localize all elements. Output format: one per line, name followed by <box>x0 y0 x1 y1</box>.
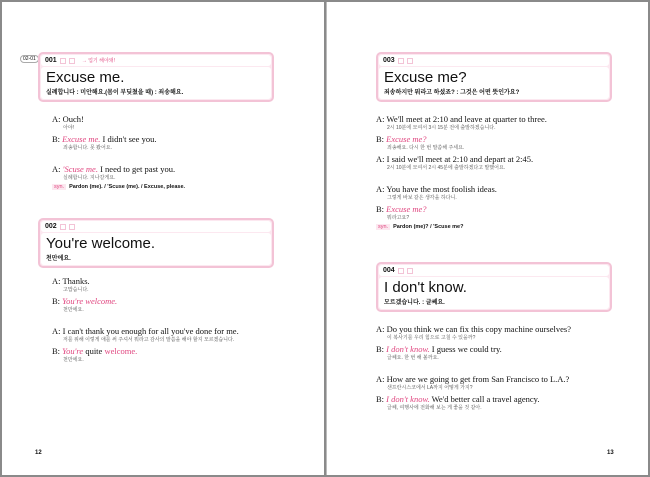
line-text: I need to get past you. <box>97 164 176 174</box>
dialogue <box>376 112 547 230</box>
highlighted-expression: welcome. <box>104 346 138 356</box>
highlighted-expression: I don't know. <box>386 394 430 404</box>
highlighted-expression: You're welcome. <box>62 296 118 306</box>
dialogue-line <box>376 344 571 354</box>
speaker: B: <box>376 134 385 144</box>
spacer <box>52 316 239 324</box>
dialogue-line <box>52 326 239 336</box>
card-header <box>41 55 271 66</box>
dialogue-line <box>376 374 571 384</box>
speaker: B: <box>52 134 61 144</box>
speaker: A: <box>376 114 385 124</box>
card-header <box>379 55 609 66</box>
line-text: quite <box>83 346 105 356</box>
highlighted-expression: 'Scuse me. <box>62 164 98 174</box>
expression-title: I don't know. <box>384 279 467 296</box>
card-body <box>379 67 609 99</box>
checkbox[interactable] <box>69 58 75 64</box>
speaker: A: <box>52 114 61 124</box>
highlighted-expression: I don't know. <box>386 344 430 354</box>
highlighted-expression: Excuse me? <box>386 204 427 214</box>
expression-meaning: 실례합니다 : 미안해요.(몸이 부딪쳤을 때) : 죄송해요. <box>46 90 184 96</box>
korean-translation: 아야! <box>63 125 75 131</box>
korean-translation: 글쎄, 여행사에 전화해 보는 게 좋을 것 같아. <box>387 405 482 411</box>
expression-title: Excuse me. <box>46 69 125 86</box>
checkbox[interactable] <box>407 58 413 64</box>
dialogue-line <box>52 276 239 286</box>
dialogue-line <box>52 134 185 144</box>
card-body <box>41 233 271 265</box>
korean-translation: 글쎄요. 한 번 해 볼까요. <box>387 355 439 361</box>
checkbox[interactable] <box>407 268 413 274</box>
dialogue-line <box>376 324 571 334</box>
card-body <box>379 277 609 309</box>
syn-label: syn. <box>54 184 65 190</box>
korean-translation: 그렇게 바보 같은 생각을 하다니. <box>387 195 457 201</box>
line-text: We'll meet at 2:10 and leave at quarter to three. <box>386 114 547 124</box>
left-page <box>2 2 324 475</box>
korean-translation: 천만에요. <box>63 307 84 313</box>
korean-translation: 천만에요. <box>63 357 84 363</box>
card-header <box>41 221 271 232</box>
spacer <box>52 154 185 162</box>
highlighted-expression: Excuse me? <box>386 134 427 144</box>
dialogue-line <box>376 154 547 164</box>
page-number: 13 <box>607 450 614 456</box>
korean-translation: 이 복사기를 우리 힘으로 고칠 수 있을까? <box>387 335 476 341</box>
expression-meaning: 천만에요. <box>46 256 71 262</box>
korean-translation: 뭐라고요? <box>387 215 410 221</box>
line-text: I can't thank you enough for all you've done for me. <box>62 326 239 336</box>
dialogue-line <box>376 394 571 404</box>
cd-track-icon: 02-01 <box>20 55 39 63</box>
expression-meaning: 죄송하지만 뭐라고 하셨죠? : 그것은 어떤 뜻인가요? <box>384 90 520 96</box>
dialogue-line <box>52 296 239 306</box>
line-text: Ouch! <box>62 114 84 124</box>
speaker: A: <box>376 184 385 194</box>
korean-translation: 샌프란시스코에서 LA까지 어떻게 가지? <box>387 385 473 391</box>
line-text: You have the most foolish ideas. <box>386 184 497 194</box>
checkbox[interactable] <box>69 224 75 230</box>
entry-number: 003 <box>383 57 395 64</box>
entry-tag: → 업기 해야돼! <box>81 58 116 64</box>
dialogue <box>52 274 239 366</box>
dialogue-line <box>376 204 547 214</box>
dialogue <box>376 322 571 414</box>
expression-card <box>376 262 612 312</box>
right-page <box>326 2 648 475</box>
dialogue-line <box>376 114 547 124</box>
korean-translation: 실례합니다. 지나갈게요. <box>63 175 116 181</box>
checkbox[interactable] <box>60 58 66 64</box>
speaker: B: <box>52 296 61 306</box>
speaker: A: <box>376 324 385 334</box>
syn-text: Pardon (me)? / 'Scuse me? <box>393 224 464 230</box>
line-text: Do you think we can fix this copy machine ourselves? <box>386 324 571 334</box>
page-number: 12 <box>35 450 42 456</box>
speaker: B: <box>52 346 61 356</box>
highlighted-expression: Excuse me. <box>62 134 101 144</box>
line-text: Thanks. <box>62 276 90 286</box>
korean-translation: 저를 위해 이렇게 애를 써 주셔서 뭐라고 감사의 말씀을 해야 할지 모르겠습니다. <box>63 337 235 343</box>
dialogue-line <box>376 184 547 194</box>
synonyms <box>376 224 547 230</box>
speaker: B: <box>376 204 385 214</box>
speaker: A: <box>376 154 385 164</box>
korean-translation: 2시 10분에 모여서 2시 45분에 출발하겠다고 말했어요. <box>387 165 506 171</box>
expression-card <box>38 52 274 102</box>
dialogue-line <box>52 164 185 174</box>
card-body <box>41 67 271 99</box>
expression-title: You're welcome. <box>46 235 156 252</box>
dialogue-line <box>52 346 239 356</box>
expression-card <box>38 218 274 268</box>
entry-number: 004 <box>383 267 395 274</box>
expression-card <box>376 52 612 102</box>
speaker: B: <box>376 344 385 354</box>
expression-title: Excuse me? <box>384 69 467 86</box>
checkbox[interactable] <box>60 224 66 230</box>
syn-text: Pardon (me). / 'Scuse (me). / Excuse, please. <box>69 184 186 190</box>
checkbox[interactable] <box>398 58 404 64</box>
spacer <box>376 174 547 182</box>
card-header <box>379 265 609 276</box>
speaker: A: <box>376 374 385 384</box>
speaker: A: <box>52 326 61 336</box>
korean-translation: 고맙습니다. <box>63 287 89 293</box>
line-text: I said we'll meet at 2:10 and depart at 2:45. <box>386 154 534 164</box>
korean-translation: 죄송해요. 다시 한 번 말씀해 주세요. <box>387 145 465 151</box>
dialogue <box>52 112 185 190</box>
line-text: How are we going to get from San Francisco to L.A.? <box>386 374 570 384</box>
speaker: A: <box>52 164 61 174</box>
line-text: We'd better call a travel agency. <box>429 394 540 404</box>
expression-meaning: 모르겠습니다. : 글쎄요. <box>384 300 445 306</box>
speaker: A: <box>52 276 61 286</box>
dialogue-line <box>376 134 547 144</box>
checkbox[interactable] <box>398 268 404 274</box>
entry-number: 002 <box>45 223 57 230</box>
korean-translation: 2시 10분에 모여서 3시 15분 전에 출발하겠습니다. <box>387 125 496 131</box>
highlighted-expression: You're <box>62 346 84 356</box>
synonyms <box>52 184 185 190</box>
speaker: B: <box>376 394 385 404</box>
korean-translation: 죄송합니다. 못 봤어요. <box>63 145 113 151</box>
entry-number: 001 <box>45 57 57 64</box>
syn-label: syn. <box>378 224 389 230</box>
line-text: I guess we could try. <box>429 344 502 354</box>
gutter-divider <box>326 2 327 475</box>
line-text: I didn't see you. <box>100 134 157 144</box>
spacer <box>376 364 571 372</box>
dialogue-line <box>52 114 185 124</box>
